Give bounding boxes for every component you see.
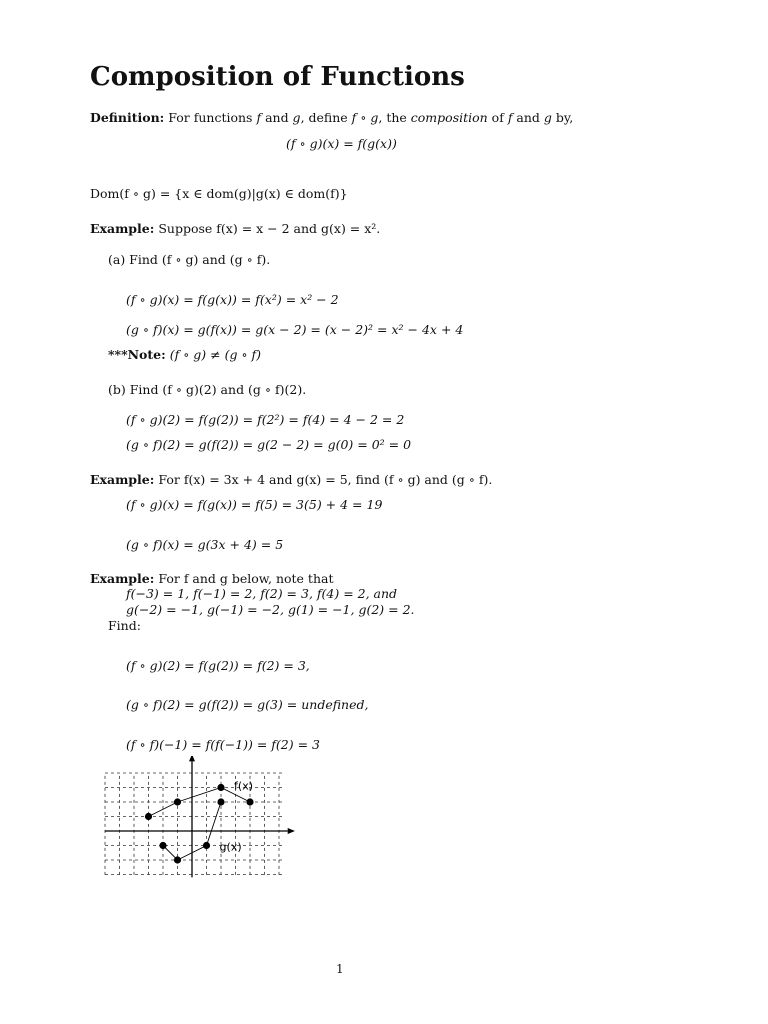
- example3-eq1: (f ∘ g)(2) = f(g(2)) = f(2) = 3,: [126, 658, 310, 673]
- definition-formula: (f ∘ g)(x) = f(g(x)): [286, 136, 397, 151]
- example3-find: Find:: [108, 618, 141, 633]
- g-point: [174, 856, 181, 863]
- graph-axes: [105, 756, 295, 877]
- domain-line: Dom(f ∘ g) = {x ∈ dom(g)|g(x) ∈ dom(f)}: [90, 186, 348, 201]
- definition-text-c: , the: [378, 110, 411, 125]
- g-point: [203, 842, 210, 849]
- page-title: Composition of Functions: [90, 62, 465, 92]
- definition-label: Definition:: [90, 110, 165, 125]
- example3-line: [90, 571, 333, 586]
- example2-line: [90, 472, 492, 487]
- definition-f2: f: [507, 110, 513, 125]
- example2-label: Example:: [90, 472, 155, 487]
- note-label: ***Note:: [108, 347, 166, 362]
- y-axis-arrow: [189, 756, 195, 761]
- definition-g2: g: [543, 110, 552, 125]
- definition-text-e: by,: [551, 110, 574, 125]
- f-point: [174, 798, 181, 805]
- definition-text-d: of: [487, 110, 508, 125]
- example3-text: For f and g below, note that: [158, 571, 334, 586]
- note-text: (f ∘ g) ≠ (g ∘ f): [169, 347, 262, 362]
- x-axis-arrow: [288, 828, 295, 834]
- example1-eq4: (g ∘ f)(2) = g(f(2)) = g(2 − 2) = g(0) = 0² = 0: [126, 437, 412, 452]
- g-point: [217, 798, 224, 805]
- function-graph: [98, 756, 308, 886]
- f-label: f(x): [234, 779, 254, 793]
- example3-line1: f(−3) = 1, f(−1) = 2, f(2) = 3, f(4) = 2, and: [126, 586, 398, 601]
- definition-and: and: [261, 110, 293, 125]
- f-point: [145, 813, 152, 820]
- f-point: [246, 798, 253, 805]
- example1-note: [108, 347, 261, 362]
- definition-f: f: [256, 110, 262, 125]
- example3-eq3: (f ∘ f)(−1) = f(f(−1)) = f(2) = 3: [126, 737, 320, 752]
- example2-eq1: (f ∘ g)(x) = f(g(x)) = f(5) = 3(5) + 4 = 19: [126, 497, 383, 512]
- example1-eq1: (f ∘ g)(x) = f(g(x)) = f(x²) = x² − 2: [126, 292, 339, 307]
- definition-text-b: , define: [300, 110, 352, 125]
- example1-text: Suppose f(x) = x − 2 and g(x) = x².: [158, 221, 381, 236]
- definition-and2: and: [512, 110, 544, 125]
- example3-label: Example:: [90, 571, 155, 586]
- graph-grid: [105, 773, 283, 877]
- example3-eq2: (g ∘ f)(2) = g(f(2)) = g(3) = undefined,: [126, 697, 369, 712]
- definition-text-a: For functions: [168, 110, 257, 125]
- example3-line2: g(−2) = −1, g(−1) = −2, g(1) = −1, g(2) = 2.: [126, 602, 415, 617]
- example1-line: [90, 221, 380, 236]
- example1-part-a: (a) Find (f ∘ g) and (g ∘ f).: [108, 252, 271, 267]
- example1-part-b: (b) Find (f ∘ g)(2) and (g ∘ f)(2).: [108, 382, 307, 397]
- example2-text: For f(x) = 3x + 4 and g(x) = 5, find (f ∘ g) and (g ∘ f).: [158, 472, 493, 487]
- g-label: g(x): [219, 840, 242, 854]
- example1-label: Example:: [90, 221, 155, 236]
- f-point: [217, 784, 224, 791]
- example2-eq2: (g ∘ f)(x) = g(3x + 4) = 5: [126, 537, 284, 552]
- example1-eq2: (g ∘ f)(x) = g(f(x)) = g(x − 2) = (x − 2)² = x² − 4x + 4: [126, 322, 464, 337]
- definition-g: g: [292, 110, 301, 125]
- g-point: [159, 842, 166, 849]
- definition-line: [90, 110, 573, 125]
- example1-eq3: (f ∘ g)(2) = f(g(2)) = f(2²) = f(4) = 4 − 2 = 2: [126, 412, 405, 427]
- definition-fog: f ∘ g: [351, 110, 379, 125]
- definition-composition: composition: [410, 110, 488, 125]
- page-number: 1: [336, 962, 344, 976]
